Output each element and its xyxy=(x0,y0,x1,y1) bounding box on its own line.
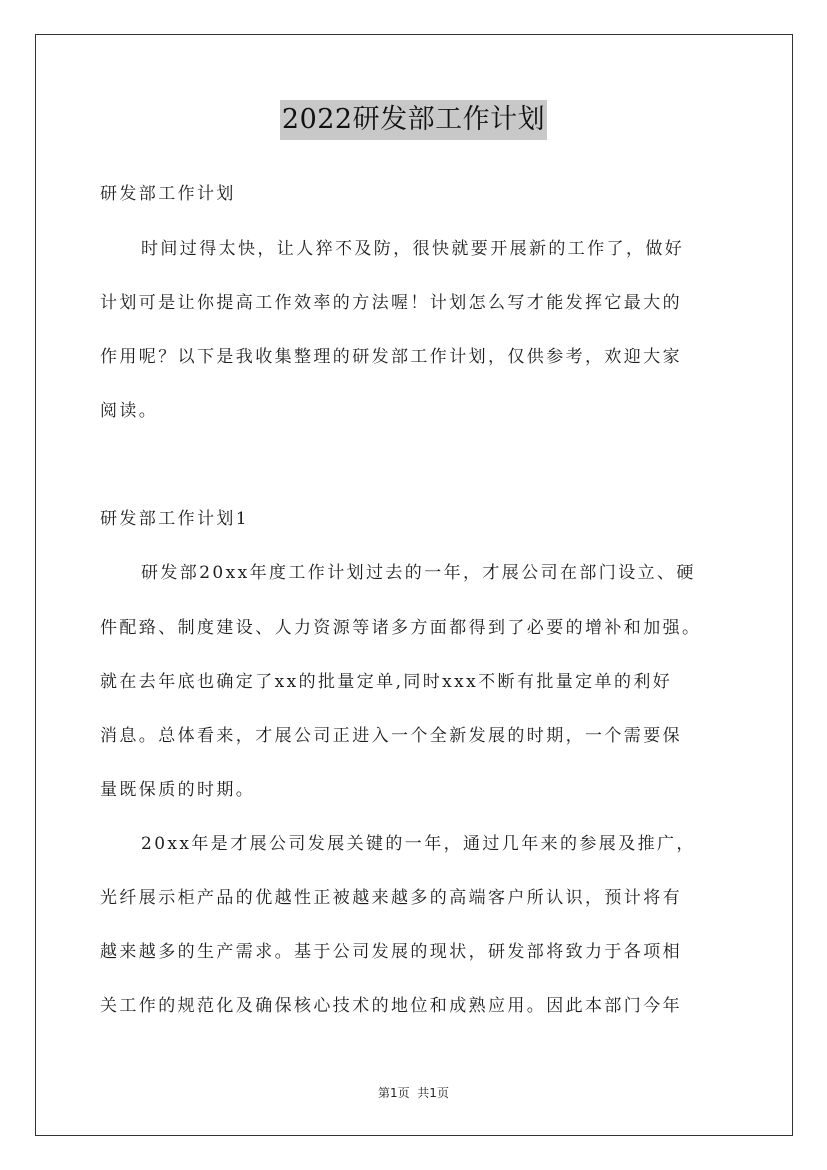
intro-line: 作用呢？以下是我收集整理的研发部工作计划，仅供参考，欢迎大家 xyxy=(100,347,682,367)
plan1-paragraph1-line: 量既保质的时期。 xyxy=(100,780,256,800)
document-title: 2022研发部工作计划 xyxy=(280,100,547,140)
plan1-paragraph2-line: 光纤展示柜产品的优越性正被越来越多的高端客户所认识，预计将有 xyxy=(100,888,682,908)
plan1-paragraph2-line: 越来越多的生产需求。基于公司发展的现状，研发部将致力于各项相 xyxy=(100,942,682,962)
page-footer: 第1页 共1页 xyxy=(378,1086,449,1100)
title-container xyxy=(0,100,827,140)
plan1-paragraph1-line: 消息。总体看来，才展公司正进入一个全新发展的时期，一个需要保 xyxy=(100,726,682,746)
plan1-paragraph1-line: 研发部20xx年度工作计划过去的一年，才展公司在部门设立、硬 xyxy=(141,563,696,583)
section-heading-intro: 研发部工作计划 xyxy=(100,184,236,204)
intro-line: 计划可是让你提高工作效率的方法喔！计划怎么写才能发挥它最大的 xyxy=(100,293,682,313)
plan1-paragraph2-line: 20xx年是才展公司发展关键的一年，通过几年来的参展及推广， xyxy=(141,834,696,854)
plan1-paragraph1-line: 件配臵、制度建设、人力资源等诸多方面都得到了必要的增补和加强。 xyxy=(100,618,702,638)
intro-line: 阅读。 xyxy=(100,401,159,421)
intro-line: 时间过得太快，让人猝不及防，很快就要开展新的工作了，做好 xyxy=(141,239,685,259)
plan1-paragraph1-line: 就在去年底也确定了xx的批量定单,同时xxx不断有批量定单的利好 xyxy=(100,672,673,692)
plan1-paragraph2-line: 关工作的规范化及确保核心技术的地位和成熟应用。因此本部门今年 xyxy=(100,996,682,1016)
section-heading-plan-1: 研发部工作计划1 xyxy=(100,509,250,529)
